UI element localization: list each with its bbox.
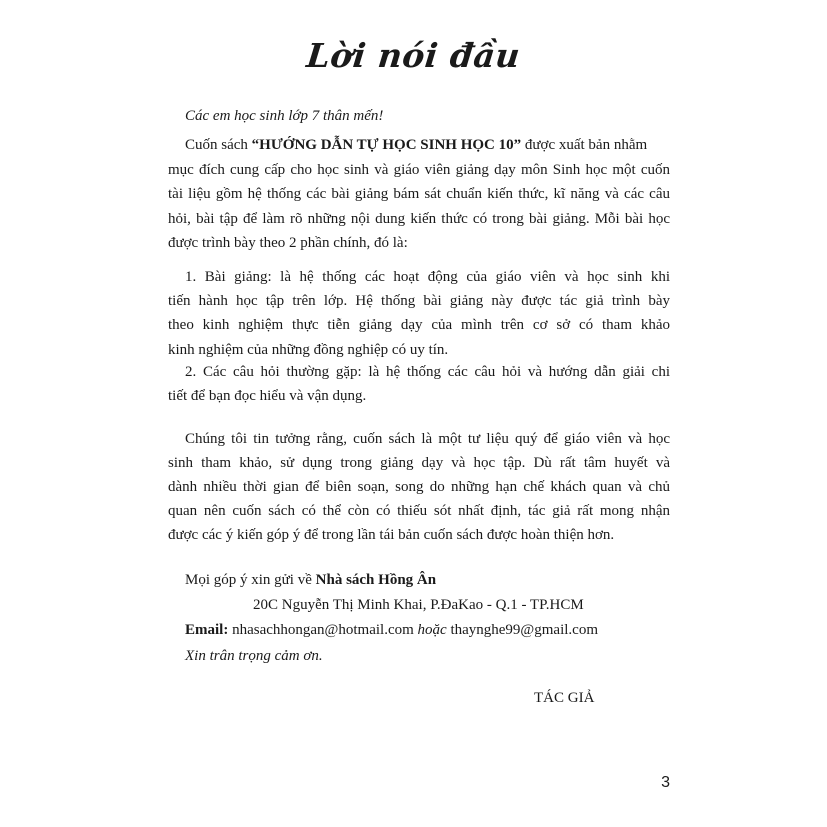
closing-line-3: dành nhiều thời gian để biên soạn, song do những hạn chế khách quan và chủ	[168, 479, 670, 495]
page-number: 3	[661, 774, 670, 791]
email-1: nhasachhongan@hotmail.com	[228, 622, 418, 638]
part1-line-3: theo kinh nghiệm thực tiễn giảng dạy của mình trên cơ sở có tham khảo	[168, 317, 670, 333]
address: 20C Nguyễn Thị Minh Khai, P.ĐaKao - Q.1 - TP.HCM	[253, 597, 584, 613]
contact-prefix: Mọi góp ý xin gửi về	[185, 572, 316, 588]
closing-line-4: quan nên cuốn sách có thể còn có thiếu sót nhất định, tác giả rất mong nhận	[168, 503, 670, 519]
part2-line-2: tiết để bạn đọc hiểu và vận dụng.	[168, 388, 367, 404]
book-title: “HƯỚNG DẪN TỰ HỌC SINH HỌC 10”	[251, 137, 522, 153]
greeting: Các em học sinh lớp 7 thân mến!	[185, 108, 384, 124]
or-text: hoặc	[417, 622, 447, 638]
intro-line-2: mục đích cung cấp cho học sinh và giáo viên giảng dạy môn Sinh học một cuốn	[168, 162, 670, 178]
closing-line-5: được các ý kiến góp ý để trong lần tái bản cuốn sách được hoàn thiện hơn.	[168, 527, 615, 543]
intro-line-4: hỏi, bài tập để làm rõ những nội dung kiến thức có trong bài giảng. Mỗi bài học	[168, 211, 670, 227]
intro-line-3: tài liệu gồm hệ thống các bài giảng bám sát chuẩn kiến thức, kĩ năng và các câu	[168, 186, 670, 202]
page-title: Lời nói đầu	[304, 36, 523, 75]
intro-line-5: được trình bày theo 2 phần chính, đó là:	[168, 235, 408, 251]
part1-line-4: kinh nghiệm của những đồng nghiệp có uy tín.	[168, 342, 449, 358]
author-signature: TÁC GIẢ	[534, 690, 595, 706]
thanks: Xin trân trọng cảm ơn.	[185, 648, 323, 664]
email-line	[185, 619, 598, 641]
part1-line-1: 1. Bài giảng: là hệ thống các hoạt động của giáo viên và học sinh khi	[185, 269, 670, 285]
intro-line-1	[185, 134, 647, 156]
email-2: thaynghe99@gmail.com	[446, 622, 598, 638]
closing-line-1: Chúng tôi tin tưởng rằng, cuốn sách là một tư liệu quý để giáo viên và học	[185, 431, 670, 447]
intro-suffix: được xuất bản nhằm	[521, 137, 648, 153]
part2-line-1: 2. Các câu hỏi thường gặp: là hệ thống các câu hỏi và hướng dẫn giải chi	[185, 364, 670, 380]
closing-line-2: sinh tham khảo, sử dụng trong giảng dạy và học tập. Dù rất tâm huyết và	[168, 455, 670, 471]
intro-prefix: Cuốn sách	[185, 137, 252, 153]
store-name: Nhà sách Hồng Ân	[315, 572, 437, 588]
email-label: Email:	[185, 622, 229, 638]
part1-line-2: tiến hành học tập trên lớp. Hệ thống bài giảng này được tác giả trình bày	[168, 293, 670, 309]
contact-line	[185, 569, 436, 591]
